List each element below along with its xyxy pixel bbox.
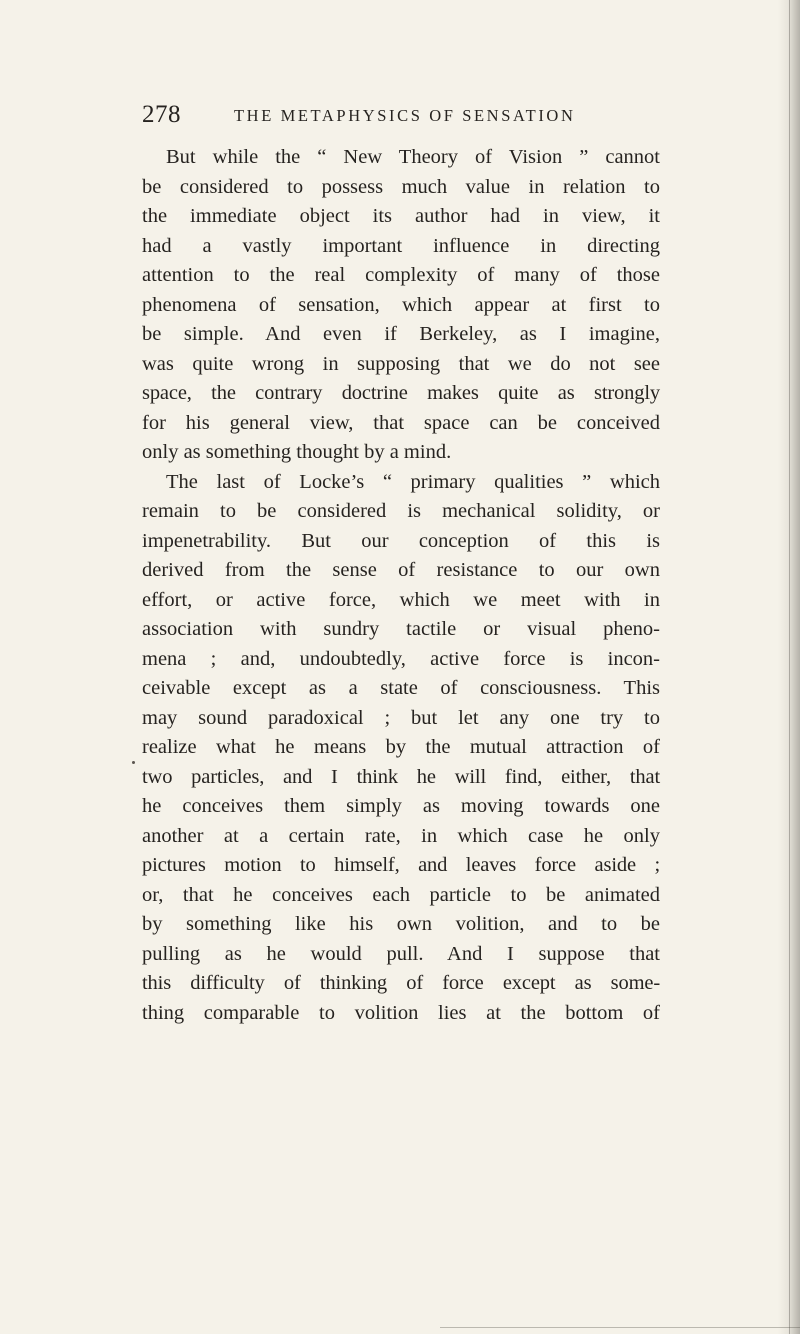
text-line: effort, or active force, which we meet with in bbox=[142, 588, 660, 611]
text-line: two particles, and I think he will find, either, that bbox=[142, 765, 660, 788]
text-line: derived from the sense of resistance to our own bbox=[142, 559, 660, 581]
text-line: pulling as he would pull. And I suppose that bbox=[142, 942, 660, 965]
text-line: be simple. And even if Berkeley, as I imagine, bbox=[142, 323, 660, 345]
page-number: 278 bbox=[142, 101, 181, 128]
running-head bbox=[142, 100, 662, 130]
text-line: this difficulty of thinking of force except as some- bbox=[142, 972, 660, 994]
text-line: thing comparable to volition lies at the bottom of bbox=[142, 1001, 660, 1024]
text-line: may sound paradoxical ; but let any one try to bbox=[142, 706, 660, 729]
text-line: phenomena of sensation, which appear at first to bbox=[142, 293, 660, 316]
page-edge-line bbox=[789, 0, 790, 1334]
text-line: by something like his own volition, and to be bbox=[142, 913, 660, 935]
text-line: attention to the real complexity of many of those bbox=[142, 264, 660, 286]
text-line: he conceives them simply as moving towards one bbox=[142, 795, 660, 817]
text-line: ceivable except as a state of consciousness. This bbox=[142, 677, 660, 699]
text-line: the immediate object its author had in view, it bbox=[142, 205, 660, 227]
text-line: was quite wrong in supposing that we do not see bbox=[142, 352, 660, 375]
text-line: remain to be considered is mechanical solidity, or bbox=[142, 500, 660, 522]
text-line: association with sundry tactile or visual pheno- bbox=[142, 618, 660, 640]
running-title: THE METAPHYSICS OF SENSATION bbox=[234, 106, 576, 125]
body-text bbox=[142, 143, 660, 1028]
page-bottom-edge bbox=[440, 1327, 800, 1328]
paper-speck bbox=[132, 761, 135, 764]
text-line: had a vastly important influence in directing bbox=[142, 234, 660, 257]
text-line: for his general view, that space can be conceived bbox=[142, 411, 660, 434]
text-line: be considered to possess much value in relation to bbox=[142, 175, 660, 198]
text-line: or, that he conceives each particle to be animated bbox=[142, 883, 660, 906]
text-line: The last of Locke’s “ primary qualities ” which bbox=[166, 470, 660, 493]
text-line: another at a certain rate, in which case he only bbox=[142, 824, 660, 847]
text-line: But while the “ New Theory of Vision ” cannot bbox=[166, 146, 660, 168]
text-line: pictures motion to himself, and leaves force aside ; bbox=[142, 854, 660, 876]
text-line: mena ; and, undoubtedly, active force is incon- bbox=[142, 647, 660, 670]
text-line: realize what he means by the mutual attraction of bbox=[142, 736, 660, 758]
text-line: impenetrability. But our conception of this is bbox=[142, 529, 660, 552]
text-line: space, the contrary doctrine makes quite as strongly bbox=[142, 382, 660, 404]
text-line: only as something thought by a mind. bbox=[142, 441, 452, 463]
